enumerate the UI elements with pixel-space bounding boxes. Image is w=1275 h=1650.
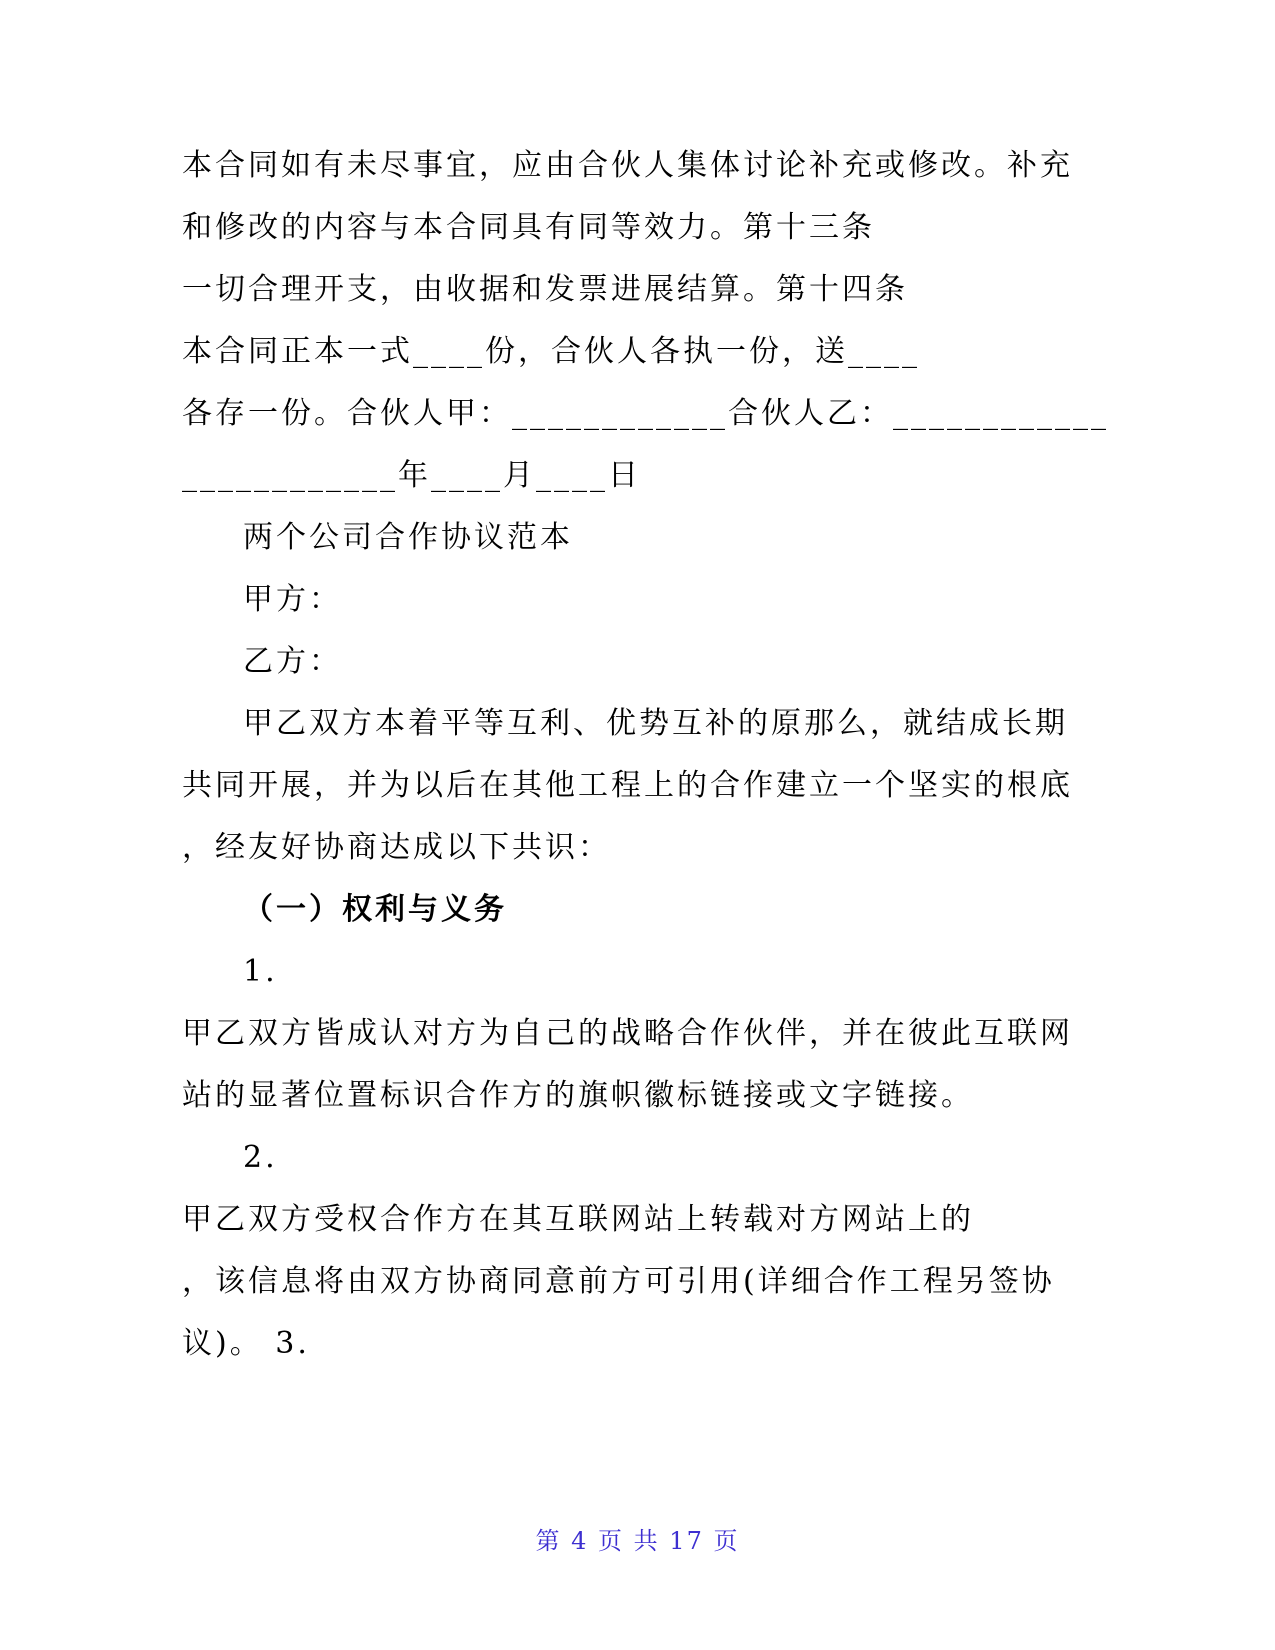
signature-line: 各存一份。合伙人甲：____________合伙人乙：____________	[182, 396, 1109, 431]
body-line: 共同开展，并为以后在其他工程上的合作建立一个坚实的根底	[182, 768, 1073, 803]
document-title: 两个公司合作协议范本	[243, 520, 573, 555]
page-number-footer: 第 4 页 共 17 页	[535, 1527, 740, 1555]
item-number: 2.	[243, 1140, 278, 1175]
body-line: ，该信息将由双方协商同意前方可引用(详细合作工程另签协	[182, 1264, 1055, 1299]
party-a-label: 甲方：	[243, 582, 342, 617]
body-line: ，经友好协商达成以下共识：	[182, 830, 611, 865]
body-line: 和修改的内容与本合同具有同等效力。第十三条	[182, 210, 875, 245]
body-line: 一切合理开支，由收据和发票进展结算。第十四条	[182, 272, 908, 307]
item-number: 1.	[243, 954, 278, 989]
body-line: 议)。 3.	[182, 1326, 310, 1361]
section-heading: （一）权利与义务	[243, 892, 507, 927]
date-line: ____________年____月____日	[182, 458, 641, 493]
body-line: 本合同正本一式____份，合伙人各执一份，送____	[182, 334, 920, 369]
body-line: 甲乙双方皆成认对方为自己的战略合作伙伴，并在彼此互联网	[182, 1016, 1073, 1051]
body-line: 站的显著位置标识合作方的旗帜徽标链接或文字链接。	[182, 1078, 974, 1113]
body-line: 甲乙双方受权合作方在其互联网站上转载对方网站上的	[182, 1202, 974, 1237]
body-line: 本合同如有未尽事宜，应由合伙人集体讨论补充或修改。补充	[182, 148, 1073, 183]
party-b-label: 乙方：	[243, 644, 342, 679]
body-line: 甲乙双方本着平等互利、优势互补的原那么，就结成长期	[243, 706, 1068, 741]
